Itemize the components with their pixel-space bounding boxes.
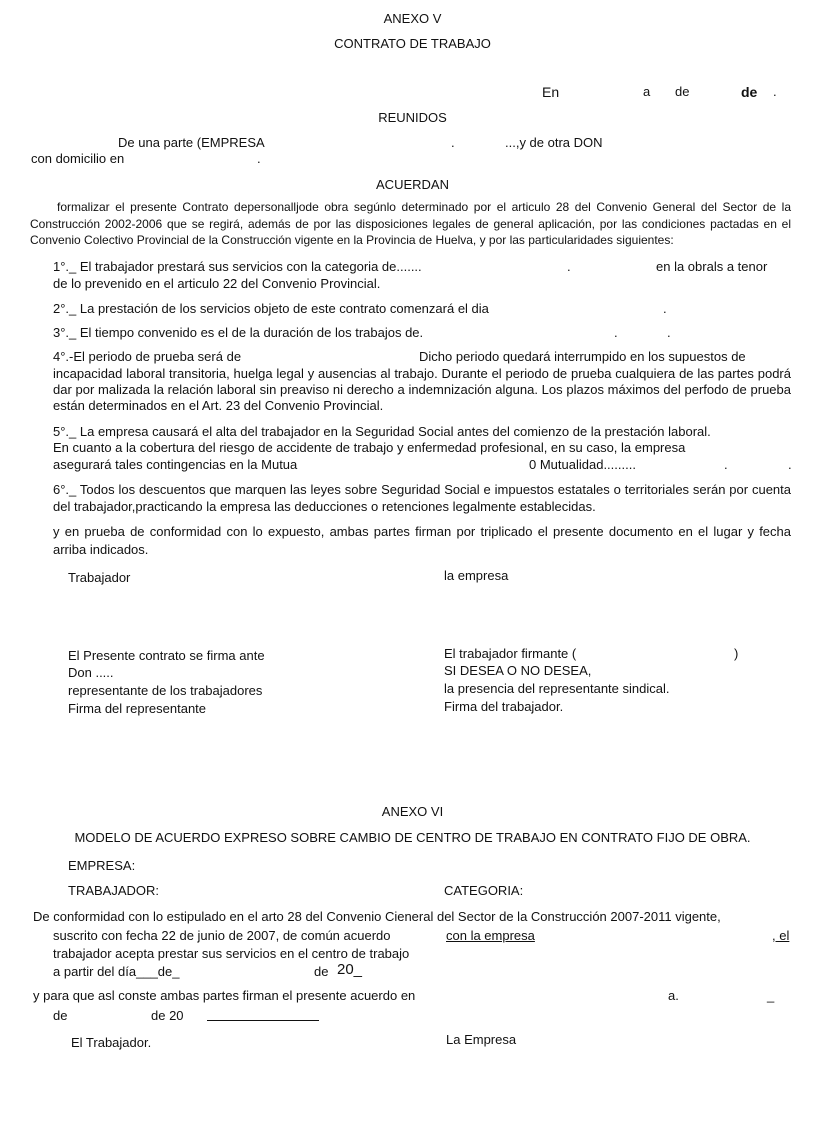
parties-dot: . (451, 135, 455, 150)
rep-right-paren: ) (734, 646, 739, 661)
rep-left-line-4: Firma del representante (68, 701, 207, 716)
clause-5-mutua: asegurará tales contingencias en la Mutua (53, 457, 298, 472)
place-de-2: de (741, 84, 758, 100)
annex-vi-title: ANEXO VI (381, 804, 444, 819)
annex-vi-body-2: suscrito con fecha 22 de junio de 2007, de común acuerdo (53, 928, 391, 943)
clause-1-dot: . (567, 259, 571, 274)
clause-4-body: incapacidad laboral transitoria, huelga legal y ausencias al trabajo. Durante el periodo de prueba cualquiera de las partes podrá dar por malizada la relación laboral sin preaviso ni derecho a indemnización alguna. Los plazos máximos del perfodo de prueba están determinados en el Art. 23 del Convenio Provincial. (53, 366, 791, 414)
clause-4-periodo: 4°.-El periodo de prueba será de (53, 349, 242, 364)
acuerdan-heading: ACUERDAN (376, 177, 449, 192)
rep-right-firmante: El trabajador firmante ( (444, 646, 577, 661)
annex-vi-body-4-de: de (314, 964, 329, 979)
annex-vi-body-6-year: de 20 (151, 1008, 184, 1023)
annex-vi-body-1: De conformidad con lo estipulado en el arto 28 del Convenio Cieneral del Sector de la Construcción 2007-2011 vigente, (33, 909, 721, 924)
annex-vi-signature-worker: El Trabajador. (71, 1035, 152, 1050)
place-en: En (542, 84, 560, 100)
clause-1-text: 1°._ El trabajador prestará sus servicios con la categoria de....... (53, 259, 422, 274)
rep-left-line-2: Don ..... (68, 665, 114, 680)
rep-right-line-3: la presencia del representante sindical. (444, 681, 670, 696)
clause-6-paragraph: 6°._ Todos los descuentos que marquen las leyes sobre Seguridad Social e impuestos estatales o territoriales serán por cuenta del trabajador,practicando la empresa las deducciones o retenciones legalmente establecidas. (53, 482, 791, 514)
clause-5-line-2: En cuanto a la cobertura del riesgo de accidente de trabajo y enfermedad profesional, en su caso, la empresa (53, 440, 686, 455)
clause-1-convenio: de lo prevenido en el articulo 22 del Convenio Provincial. (53, 276, 381, 291)
parties-empresa: De una parte (EMPRESA (118, 135, 265, 150)
annex-vi-categoria: CATEGORIA: (444, 883, 524, 898)
clause-2-text: 2°._ La prestación de los servicios objeto de este contrato comenzará el dia (53, 301, 489, 316)
clause-5-dot-1: . (724, 457, 728, 472)
rep-left-line-3: representante de los trabajadores (68, 683, 263, 698)
clause-5-dot-2: . (788, 457, 792, 472)
clause-4-interrumpido: Dicho periodo quedará interrumpido en los supuestos de (419, 349, 746, 364)
annex-vi-body-4-fecha: a partir del día___de_ (53, 964, 180, 979)
parties-domicilio: con domicilio en (31, 151, 125, 166)
annex-vi-signature-company: La Empresa (446, 1032, 517, 1047)
clause-5-mutualidad: 0 Mutualidad......... (529, 457, 636, 472)
closing-paragraph: y en prueba de conformidad con lo expuesto, ambas partes firman por triplicado el presente documento en el lugar y fecha arriba indicados. (53, 524, 791, 557)
clause-2-dot: . (663, 301, 667, 316)
parties-don: ...,y de otra DON (505, 135, 603, 150)
annex-vi-subtitle: MODELO DE ACUERDO EXPRESO SOBRE CAMBIO DE CENTRO DE TRABAJO EN CONTRATO FIJO DE OBRA. (74, 830, 751, 845)
signature-worker-label: Trabajador (68, 570, 131, 585)
reunidos-heading: REUNIDOS (378, 110, 447, 125)
annex-vi-trabajador: TRABAJADOR: (68, 883, 160, 898)
intro-paragraph: formalizar el presente Contrato depersonalljode obra segúnlo determinado por el articulo 28 del Convenio General del Sector de la Construcción 2002-2006 que se regirá, además de por las disposiciones legales de general aplicación, por las condiciones pactadas en el Convenio Colectivo Provincial de la Construcción vigente en la Provincia de Huelva, y por las particularidades siguientes: (30, 200, 791, 247)
annex-vi-body-5: y para que asl conste ambas partes firman el presente acuerdo en (33, 988, 416, 1003)
rep-right-line-4: Firma del trabajador. (444, 699, 564, 714)
annex-vi-empresa: EMPRESA: (68, 858, 136, 873)
annex-v-title: ANEXO V (383, 11, 442, 26)
parties-domicilio-dot: . (257, 151, 261, 166)
clause-3-text: 3°._ El tiempo convenido es el de la duración de los trabajos de. (53, 325, 424, 340)
annex-vi-body-2-el: , el (772, 928, 790, 943)
rep-right-line-2: SI DESEA O NO DESEA, (444, 663, 592, 678)
annex-vi-body-5-a: a. (668, 988, 679, 1003)
annex-vi-body-4-year: 20_ (337, 961, 363, 978)
clause-3-dot-2: . (667, 325, 671, 340)
place-a: a (643, 84, 651, 99)
clause-5-line-1: 5°._ La empresa causará el alta del trabajador en la Seguridad Social antes del comienzo de la prestación laboral. (53, 424, 711, 439)
annex-v-subtitle: CONTRATO DE TRABAJO (334, 36, 491, 51)
annex-vi-body-5-underscore: _ (767, 988, 775, 1003)
annex-vi-body-3: trabajador acepta prestar sus servicios en el centro de trabajo (53, 946, 410, 961)
clause-1-obra: en la obrals a tenor (656, 259, 768, 274)
place-dot: . (773, 84, 777, 99)
clause-3-dot-1: . (614, 325, 618, 340)
rep-left-line-1: El Presente contrato se firma ante (68, 648, 265, 663)
place-de-1: de (675, 84, 690, 99)
annex-vi-year-fill-line (207, 1008, 319, 1024)
annex-vi-body-6-de: de (53, 1008, 68, 1023)
signature-company-label: la empresa (444, 568, 509, 583)
annex-vi-body-2-empresa: con la empresa (446, 928, 535, 943)
